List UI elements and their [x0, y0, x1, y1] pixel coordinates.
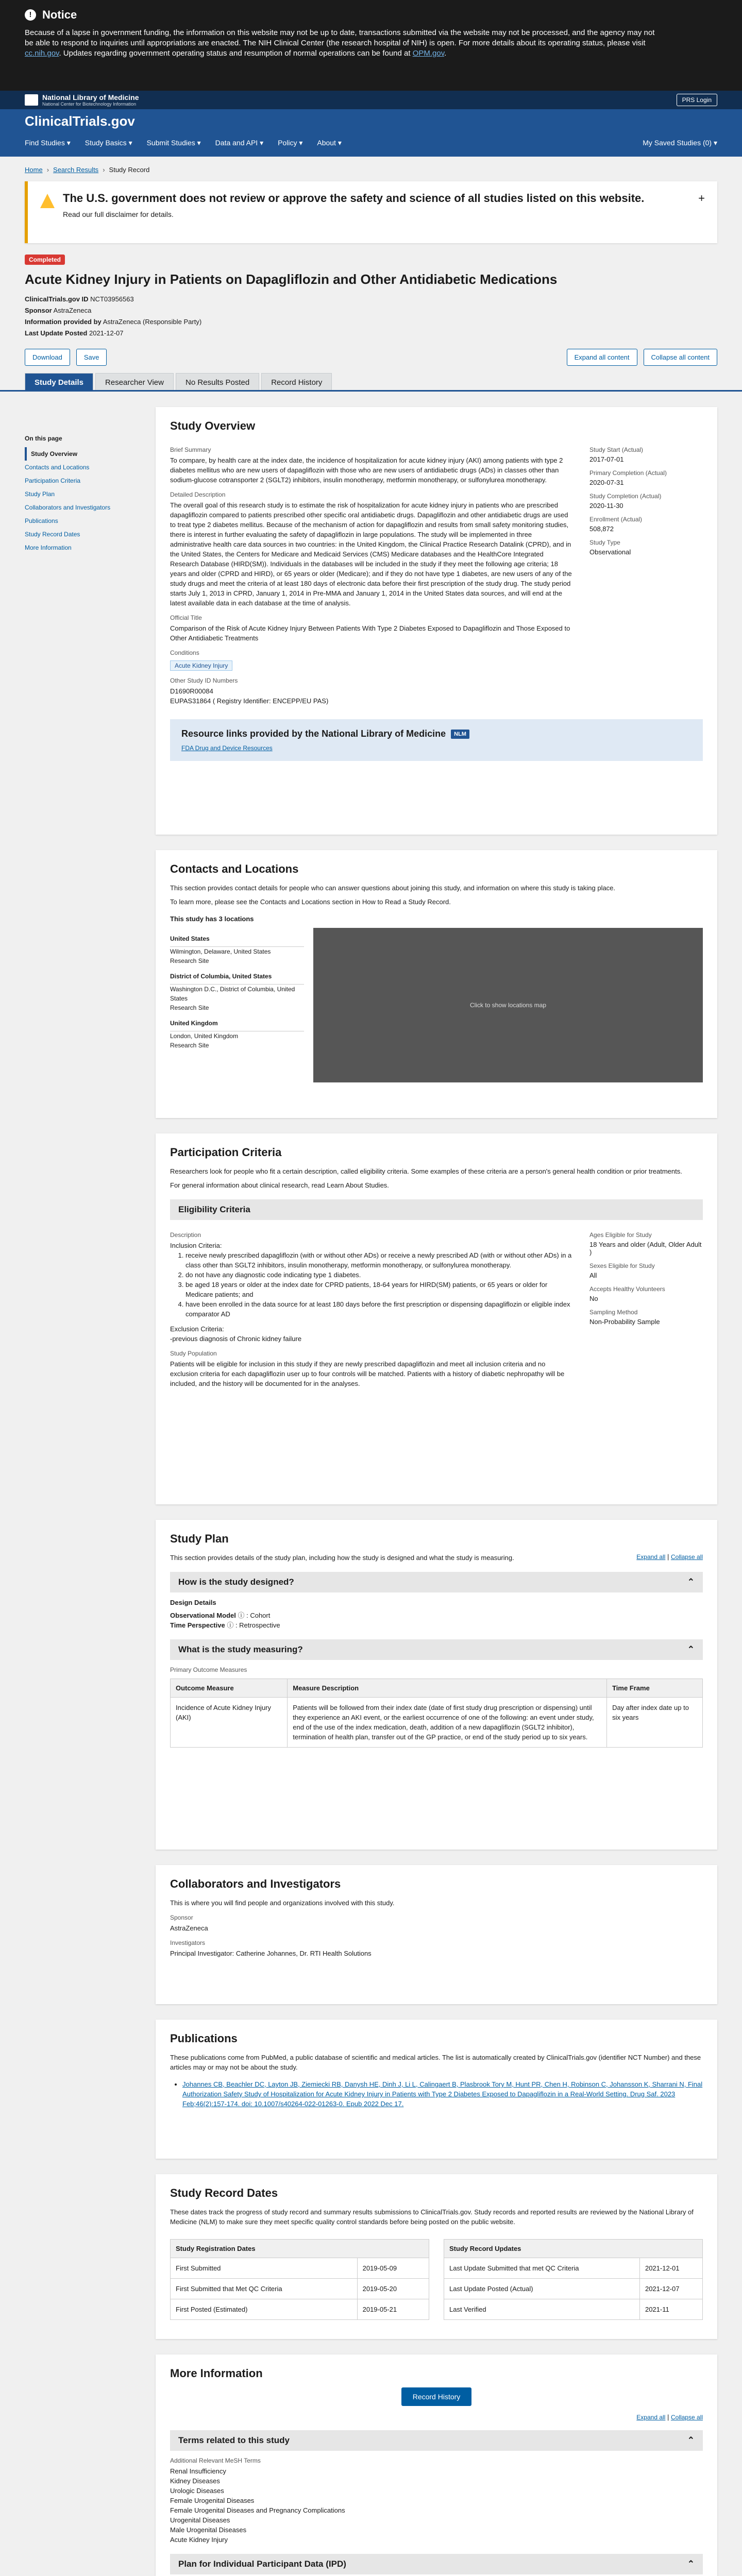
nlm-sub: National Center for Biotechnology Information	[42, 101, 137, 107]
section-title: More Information	[170, 2367, 263, 2380]
table-row	[171, 2258, 429, 2279]
dates-intro: These dates track the progress of study record and summary results submissions to ClinicalTrials.gov. Study records and reported results are reviewed by the National Library of Medicine (NLM) to make sure they meet specific quality control standards before being posted on the public website.	[170, 2208, 694, 2226]
time-value: Retrospective	[239, 1621, 280, 1629]
table-header: Study Record Updates	[444, 2240, 703, 2258]
fact-label: Study Type	[589, 539, 620, 546]
population-label: Study Population	[170, 1350, 217, 1357]
design-accordion[interactable]	[170, 1572, 703, 1592]
section-title: Publications	[170, 2032, 238, 2045]
toc-item[interactable]: Participation Criteria	[25, 477, 81, 484]
sponsor-label: Sponsor	[25, 307, 52, 314]
terms-accordion[interactable]	[170, 2430, 703, 2451]
registration-dates-table	[170, 2239, 429, 2320]
table-cell: Last Update Posted (Actual)	[444, 2279, 640, 2299]
nlm-resources	[170, 719, 703, 761]
sponsor-name: AstraZeneca	[53, 307, 92, 314]
contacts-section	[156, 850, 717, 1118]
brief-summary: To compare, by health care at the index date, the incidence of hospitalization for acute kidney injury (AKI) among patients with type 2 diabetes mellitus who are new users of dapagliflozin with those who are new users of antidiabetic drugs (ADs) in classes other than sodium-glucose cotransporter 2 (SGLT2) inhibitors, insulin monotherapy, metformin monotherapy, or sulfonylurea monotherapy.	[170, 456, 563, 484]
pubs-intro: These publications come from PubMed, a public database of scientific and medical articles. The list is automatically created by ClinicalTrials.gov (identifier NCT Number) and these articles may or may not be about the study.	[170, 2054, 701, 2071]
mesh-term: Urogenital Diseases	[170, 2516, 230, 2524]
table-cell: 2019-05-21	[357, 2299, 429, 2320]
inclusion-label: Inclusion Criteria:	[170, 1242, 222, 1249]
detailed-description-label: Detailed Description	[170, 491, 226, 498]
other-id: EUPAS31864 ( Registry Identifier: ENCEPP/EU PAS)	[170, 697, 329, 705]
notice-cc-link[interactable]: cc.nih.gov	[25, 49, 59, 58]
table-row	[171, 2279, 429, 2299]
status-badge: Completed	[25, 255, 65, 265]
location-site: Research Site	[170, 1004, 209, 1011]
mesh-term: Male Urogenital Diseases	[170, 2526, 247, 2534]
table-header: Measure Description	[288, 1679, 607, 1698]
brief-summary-label: Brief Summary	[170, 446, 211, 453]
tab-study-details[interactable]: Study Details	[25, 373, 93, 390]
location-country: United States	[170, 931, 304, 947]
description-label: Description	[170, 1231, 201, 1239]
fact-value: 18 Years and older (Adult, Older Adult )	[589, 1241, 702, 1256]
table-cell: 2021-12-07	[639, 2279, 702, 2299]
table-cell: Last Verified	[444, 2299, 640, 2320]
overview-facts	[589, 440, 703, 706]
fact-label: Sexes Eligible for Study	[589, 1262, 655, 1269]
info-label: Information provided by	[25, 318, 102, 326]
tab-researcher-view[interactable]: Researcher View	[95, 373, 174, 390]
action-bar	[0, 341, 742, 373]
more-info-section: More Information Record History Expand all | Collapse all Terms related to this study ⌃ Additional Relevant MeSH Terms Renal Insufficiency Kidney Diseases Urologic Diseases Female Urogenital Diseases Female Urogenital Diseases and Pregnancy Complications Urogenital Diseases Male Urogenital Diseases Acute Kidney Injury Plan for Individual Participant Data (IPD) ⌃	[156, 2354, 717, 2576]
study-header	[0, 243, 742, 341]
eligibility-facts	[589, 1225, 703, 1388]
table-cell: 2021-11	[639, 2299, 702, 2320]
fact-label: Primary Completion (Actual)	[589, 469, 667, 477]
map-prompt: Click to show locations map	[469, 1002, 547, 1009]
info-icon: !	[25, 9, 36, 21]
nlm-badge: NLM	[451, 730, 469, 739]
disclaimer-expand-button[interactable]: +	[698, 192, 705, 205]
last-update-label: Last Update Posted	[25, 329, 88, 337]
publication-link[interactable]: Johannes CB, Beachler DC, Layton JB, Ziemiecki RB, Danysh HE, Dinh J, Li L, Calingaert B, Plasbrook Tory M, Hunt PR, Chen H, Robinson C, Johansson K, Sharrani N, Final Authorization Safety Study of Hospitalization for Acute Kidney Injury in Patients with Type 2 Diabetes Exposed to Dapagliflozin in a Real-World Setting. Drug Saf. 2023 Feb;46(2):157-174. doi: 10.1007/s40264-022-01263-0. Epub 2022 Dec 17.	[182, 2080, 703, 2108]
nav-data-api[interactable]: Data and API ▾	[215, 139, 264, 147]
mesh-term: Kidney Diseases	[170, 2477, 220, 2485]
record-updates-table	[444, 2239, 703, 2320]
nlm-logo[interactable]	[25, 93, 139, 107]
time-label: Time Perspective	[170, 1621, 225, 1629]
location-site: Research Site	[170, 957, 209, 964]
fact-value: Observational	[589, 548, 631, 556]
table-cell: 2019-05-20	[357, 2279, 429, 2299]
other-ids-label: Other Study ID Numbers	[170, 677, 238, 684]
fact-value: Non-Probability Sample	[589, 1318, 660, 1326]
notice-text3: .	[444, 49, 447, 58]
breadcrumb-search-results[interactable]: Search Results	[53, 166, 99, 174]
plan-intro: This section provides details of the study plan, including how the study is designed and what the study is measuring.	[170, 1554, 514, 1562]
locations-map[interactable]	[313, 928, 703, 1082]
last-update-date: 2021-12-07	[89, 329, 124, 337]
disclaimer-banner	[25, 181, 717, 243]
breadcrumb-home[interactable]: Home	[25, 166, 43, 174]
breadcrumb-separator: ›	[103, 166, 105, 174]
notice-opm-link[interactable]: OPM.gov	[412, 49, 445, 58]
section-title: Contacts and Locations	[170, 862, 299, 875]
table-cell: First Posted (Estimated)	[171, 2299, 358, 2320]
study-tabs	[0, 373, 742, 392]
condition-tag[interactable]: Acute Kidney Injury	[170, 660, 232, 671]
location-country: District of Columbia, United States	[170, 969, 304, 985]
info-provider: AstraZeneca (Responsible Party)	[103, 318, 202, 326]
nav-submit-studies[interactable]: Submit Studies ▾	[146, 139, 201, 147]
fact-value: No	[589, 1295, 598, 1302]
collaborators-section	[156, 1865, 717, 2004]
study-sections	[156, 407, 717, 2576]
mesh-term: Female Urogenital Diseases and Pregnancy Complications	[170, 2506, 345, 2514]
mesh-terms-label: Additional Relevant MeSH Terms	[170, 2457, 261, 2464]
table-cell: Day after index date up to six years	[607, 1698, 703, 1748]
disclaimer-title: The U.S. government does not review or approve the safety and science of all studies listed on this website.	[63, 192, 645, 205]
model-value: Cohort	[250, 1612, 271, 1619]
saved-studies-button[interactable]: My Saved Studies (0) ▾	[643, 139, 717, 147]
fact-label: Study Start (Actual)	[589, 446, 644, 453]
collapse-all-button[interactable]: Collapse all content	[644, 349, 717, 366]
contacts-intro: This section provides contact details for people who can answer questions about joining this study, and information on where this study is taking place.	[170, 884, 616, 892]
investigators-label: Investigators	[170, 1939, 206, 1946]
chevron-up-icon: ⌃	[687, 1645, 695, 1654]
table-cell: 2019-05-09	[357, 2258, 429, 2279]
fact-value: All	[589, 1272, 597, 1279]
inclusion-list	[185, 1250, 573, 1319]
population-text: Patients will be eligible for inclusion in this study if they are newly prescribed dapagliflozin and meet all inclusion criteria and no exclusion criteria for each dapagliflozin user up to four controls will be matched. Patients with a history of diabetic nephropathy will be included, and the history will be documented for in the analyses.	[170, 1360, 565, 1387]
location-country: United Kingdom	[170, 1015, 304, 1031]
top-nav	[25, 139, 717, 147]
fact-label: Enrollment (Actual)	[589, 516, 643, 523]
tab-no-results[interactable]: No Results Posted	[176, 373, 259, 390]
site-header	[0, 109, 742, 157]
accordion-title: How is the study designed?	[178, 1577, 294, 1587]
mesh-term: Female Urogenital Diseases	[170, 2497, 255, 2504]
table-row	[444, 2299, 703, 2320]
inclusion-item: 3. be aged 18 years or older at the index date for CPRD patients, 18-64 years for HIRD(SM) patients, or 65 years or older for Medicare patients; and	[185, 1280, 573, 1299]
exclusion-label: Exclusion Criteria:	[170, 1325, 224, 1333]
toc-item[interactable]: More Information	[25, 544, 72, 551]
investigator: Principal Investigator: Catherine Johannes, Dr. RTI Health Solutions	[170, 1950, 372, 1957]
download-button[interactable]: Download	[25, 349, 70, 366]
toc-item[interactable]: Study Record Dates	[25, 531, 80, 538]
fact-value: 2020-07-31	[589, 479, 624, 486]
breadcrumb-current: Study Record	[109, 166, 150, 174]
section-title: Study Record Dates	[170, 2187, 278, 2199]
other-id: D1690R00084	[170, 687, 213, 695]
tab-record-history[interactable]: Record History	[261, 373, 332, 390]
accordion-title: Plan for Individual Participant Data (IPD)	[178, 2559, 346, 2569]
chevron-up-icon: ⌃	[687, 1577, 695, 1587]
exclusion-item: -previous diagnosis of Chronic kidney failure	[170, 1335, 302, 1343]
sponsor-label: Sponsor	[170, 1914, 193, 1921]
prs-login-button[interactable]: PRS Login	[677, 94, 717, 106]
notice-text2: . Updates regarding government operating status and resumption of normal operations can be found at	[59, 49, 411, 58]
page-toc	[25, 407, 143, 2576]
toc-title: On this page	[25, 435, 62, 442]
table-header: Study Registration Dates	[171, 2240, 429, 2258]
nav-about[interactable]: About ▾	[317, 139, 342, 147]
fact-label: Ages Eligible for Study	[589, 1231, 652, 1239]
model-label: Observational Model	[170, 1612, 236, 1619]
expand-all-button[interactable]: Expand all content	[567, 349, 637, 366]
location-city: Washington D.C., District of Columbia, United States	[170, 986, 295, 1002]
participation-intro: Researchers look for people who fit a certain description, called eligibility criteria. Some examples of these criteria are a person's general health condition or prior treatments.	[170, 1167, 682, 1175]
notice-text: Because of a lapse in government funding, the information on this website may not be up to date, transactions submitted via the website may not be processed, and the agency may not be able to respond to inquiries until appropriations are enacted. The NIH Clinical Center (the research hospital of NIH) is open. For more details about its operating status, please visit	[25, 28, 655, 47]
table-row	[444, 2279, 703, 2299]
main-content	[0, 392, 742, 2576]
participation-section	[156, 1133, 717, 1504]
fact-label: Sampling Method	[589, 1309, 638, 1316]
section-title: Study Plan	[170, 1532, 229, 1545]
collab-intro: This is where you will find people and organizations involved with this study.	[170, 1899, 395, 1907]
toc-item[interactable]: Publications	[25, 517, 58, 524]
fact-label: Accepts Healthy Volunteers	[589, 1285, 665, 1293]
section-title: Study Overview	[170, 419, 256, 432]
table-cell: First Submitted	[171, 2258, 358, 2279]
chevron-up-icon: ⌃	[687, 2559, 695, 2569]
toc-item[interactable]: Contacts and Locations	[25, 464, 90, 471]
inclusion-item: 2. do not have any diagnostic code indicating type 1 diabetes.	[185, 1270, 573, 1280]
section-title: Collaborators and Investigators	[170, 1877, 341, 1890]
table-row	[444, 2258, 703, 2279]
table-row	[171, 1698, 703, 1748]
primary-outcome-label: Primary Outcome Measures	[170, 1666, 247, 1673]
location-list	[170, 928, 304, 1082]
table-cell: Patients will be followed from their index date (date of first study drug prescription or dispensing) until they experience an AKI event, or the earliest occurrence of one of the following: an event under study, end of the use of the index medication, death, addition of a new dapagliflozin (SGLT2 inhibitor), termination of health plan, transfer out of the GP practice, or end of the study period up to six years.	[288, 1698, 607, 1748]
mesh-term: Acute Kidney Injury	[170, 2536, 228, 2544]
participation-more: For general information about clinical research, read Learn About Studies.	[170, 1181, 389, 1189]
chevron-up-icon: ⌃	[687, 2435, 695, 2445]
official-title: Comparison of the Risk of Acute Kidney Injury Between Patients With Type 2 Diabetes Exposed to Dapagliflozin and Those Exposed to Other Antidiabetic Treatments	[170, 624, 570, 642]
study-id-label: ClinicalTrials.gov ID	[25, 295, 89, 303]
inclusion-item: 4. have been enrolled in the data source for at least 180 days before the first prescription or dispensing dapagliflozin or eligible index comparator AD	[185, 1299, 573, 1319]
measure-accordion[interactable]	[170, 1639, 703, 1660]
publications-section	[156, 2020, 717, 2159]
study-plan-section: Study Plan This section provides details of the study plan, including how the study is designed and what the study is measuring. Expand all | Collapse all How is the study designed? ⌃ Design Details Observational Model ⓘ : Cohort Time Perspective ⓘ : Retrospective What is the study measuring? ⌃ Primary Outcome Measures Outcome Measure Measure Description Time Frame Incidence of Acute Kidney Injury (AKI) Patients will be followed from their index date (date of first study drug prescription or dispensing) until they experience an AKI event, or the earliest occurrence of one of the following: an event under study, end of the use of the index medication, death, addition of a new dapagliflozin (SGLT2 inhibitor), termination of health plan, transfer out of the GP practice, or end of the study period up to six years. Day after index date up to six years	[156, 1520, 717, 1850]
contacts-more: To learn more, please see the Contacts and Locations section in How to Read a Study Record.	[170, 898, 451, 906]
table-cell: Last Update Submitted that met QC Criteria	[444, 2258, 640, 2279]
nlm-name: National Library of Medicine	[42, 93, 139, 101]
save-button[interactable]: Save	[76, 349, 107, 366]
disclaimer-text: Read our full disclaimer for details.	[63, 210, 174, 218]
accordion-title: Terms related to this study	[178, 2435, 290, 2445]
fact-value: 2017-07-01	[589, 455, 624, 463]
study-title: Acute Kidney Injury in Patients on Dapagliflozin and Other Antidiabetic Medications	[25, 272, 558, 287]
table-header: Outcome Measure	[171, 1679, 288, 1698]
study-meta	[25, 294, 717, 339]
location-city: London, United Kingdom	[170, 1032, 239, 1040]
table-cell: 2021-12-01	[639, 2258, 702, 2279]
sponsor-name: AstraZeneca	[170, 1924, 208, 1932]
overview-section	[156, 407, 717, 835]
nlm-bar	[0, 91, 742, 109]
toc-item[interactable]: Study Plan	[25, 490, 55, 498]
toc-item[interactable]: Collaborators and Investigators	[25, 504, 111, 511]
table-cell: First Submitted that Met QC Criteria	[171, 2279, 358, 2299]
fact-label: Study Completion (Actual)	[589, 493, 662, 500]
expand-all-link[interactable]: Expand all	[636, 2414, 666, 2421]
record-dates-section	[156, 2174, 717, 2339]
location-city: Wilmington, Delaware, United States	[170, 948, 271, 955]
section-title: Participation Criteria	[170, 1146, 282, 1159]
conditions-label: Conditions	[170, 649, 199, 656]
notice-title: Notice	[42, 8, 77, 21]
mesh-term: Urologic Diseases	[170, 2487, 224, 2495]
study-id: NCT03956563	[90, 295, 134, 303]
collapse-all-link[interactable]: Collapse all	[670, 1553, 703, 1561]
inclusion-item: 1. receive newly prescribed dapagliflozin (with or without other ADs) or receive a newly prescribed AD (with or without other ADs) in a class other than SGLT2 inhibitors, insulin monotherapy, metformin monotherapy, or sulfonylurea monotherapy.	[185, 1250, 573, 1270]
table-row	[171, 2299, 429, 2320]
breadcrumb-separator: ›	[46, 166, 49, 174]
collapse-all-link[interactable]: Collapse all	[670, 2414, 703, 2421]
location-site: Research Site	[170, 1042, 209, 1049]
resources-title: Resource links provided by the National Library of Medicine	[181, 728, 446, 739]
detailed-description: The overall goal of this research study is to estimate the risk of hospitalization for acute kidney injury in patients who are prescribed dapagliflozin compared to patients prescribed other specific oral antidiabetic drugs. Dapagliflozin and other antidiabetic drugs are used to treat type 2 diabetes mellitus. Because of the mechanism of action for dapagliflozin and results from small safety monitoring studies, there is interest in further evaluating the safety of dapagliflozin in large populations. The study will be implemented in three administrative health care data sources in two countries: in the United Kingdom, the Clinical Practice Research Datalink (CPRD), and in the United States, the Centers for Medicare and Medicaid Services (CMS) Medicare databases and the HealthCore Integrated Research Database (HIRD(SM)). Individuals in the databases will be included in the study if they meet the following age criteria; 18 years and older (CPRD and HIRD), or 65 years or older (Medicare); and if they do not have type 1 diabetes, are new users of any of the study drugs and meet the criteria of at least 180 days of electronic data before their first prescription of the study drug. The study period starts July 1, 2013 in CPRD, January 1, 2014 in Pre-MMA and January 1, 2014 in the United States data sources, and will end at the latest available data in each database at the time of analysis.	[170, 501, 572, 607]
table-cell: Incidence of Acute Kidney Injury (AKI)	[171, 1698, 288, 1748]
table-header: Time Frame	[607, 1679, 703, 1698]
record-history-button[interactable]: Record History	[401, 2387, 472, 2406]
shutdown-notice	[0, 0, 742, 91]
fda-resources-link[interactable]: FDA Drug and Device Resources	[181, 744, 273, 752]
breadcrumb	[0, 157, 742, 181]
warning-icon	[40, 194, 55, 208]
nav-policy[interactable]: Policy ▾	[278, 139, 303, 147]
location-count: This study has 3 locations	[170, 915, 254, 923]
toc-item[interactable]: Study Overview	[25, 447, 143, 461]
nlm-logo-icon	[25, 94, 38, 106]
site-brand[interactable]: ClinicalTrials.gov	[25, 113, 135, 129]
official-title-label: Official Title	[170, 614, 202, 621]
fact-value: 508,872	[589, 525, 614, 533]
ipd-accordion[interactable]	[170, 2554, 703, 2574]
fact-value: 2020-11-30	[589, 502, 623, 510]
outcome-table	[170, 1679, 703, 1748]
design-subheading: Design Details	[170, 1599, 216, 1606]
nav-study-basics[interactable]: Study Basics ▾	[85, 139, 132, 147]
expand-all-link[interactable]: Expand all	[636, 1553, 666, 1561]
mesh-term: Renal Insufficiency	[170, 2467, 226, 2475]
eligibility-heading: Eligibility Criteria	[178, 1205, 250, 1214]
nav-find-studies[interactable]: Find Studies ▾	[25, 139, 71, 147]
accordion-title: What is the study measuring?	[178, 1645, 303, 1654]
